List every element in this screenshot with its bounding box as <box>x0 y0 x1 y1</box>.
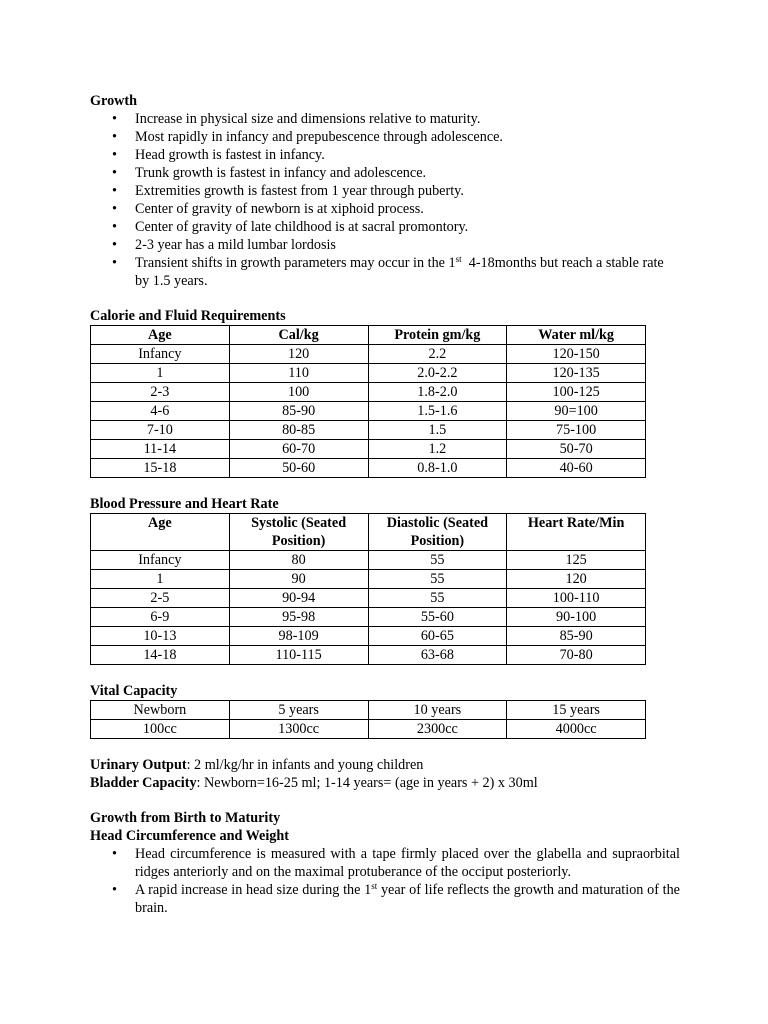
table-cell: 15 years <box>507 701 646 720</box>
table-cell: 125 <box>507 551 646 570</box>
table-cell: 100cc <box>91 720 230 739</box>
table-cell: 85-90 <box>229 402 368 421</box>
bullet-text: year of life reflects the growth and maturation of the brain. <box>135 882 680 916</box>
column-header: Protein gm/kg <box>368 326 507 345</box>
table-cell: 10-13 <box>91 627 230 646</box>
table-row <box>91 589 646 608</box>
column-header: Age <box>91 326 230 345</box>
growth-bullet: • 2-3 year has a mild lumbar lordosis <box>90 236 680 254</box>
table-cell: 60-70 <box>229 440 368 459</box>
bullet-text: Transient shifts in growth parameters may occur in the 1 <box>135 255 456 271</box>
table-row <box>91 646 646 665</box>
table-cell: 55 <box>368 570 507 589</box>
table-row <box>91 364 646 383</box>
table-cell: 1.2 <box>368 440 507 459</box>
table-row <box>91 383 646 402</box>
table-cell: 75-100 <box>507 421 646 440</box>
table-cell: 80 <box>229 551 368 570</box>
vital-capacity-table <box>90 700 646 739</box>
table-cell: 1 <box>91 570 230 589</box>
table-row <box>91 551 646 570</box>
table-header-row <box>91 514 646 551</box>
table-cell: 70-80 <box>507 646 646 665</box>
bladder-capacity-label: Bladder Capacity <box>90 775 197 791</box>
table-row <box>91 608 646 627</box>
table-cell: 1.5 <box>368 421 507 440</box>
table-cell: 55-60 <box>368 608 507 627</box>
growth-bullet: • Extremities growth is fastest from 1 year through puberty. <box>90 182 680 200</box>
table-cell: 2.0-2.2 <box>368 364 507 383</box>
table-cell: Newborn <box>91 701 230 720</box>
table-cell: 95-98 <box>229 608 368 627</box>
table-cell: 50-60 <box>229 459 368 478</box>
head-bullet-list <box>90 845 680 917</box>
column-header: Cal/kg <box>229 326 368 345</box>
growth-bullet: • Center of gravity of newborn is at xiphoid process. <box>90 200 680 218</box>
column-header: Heart Rate/Min <box>507 514 646 551</box>
bullet-text: A rapid increase in head size during the 1 <box>135 882 372 898</box>
table-row <box>91 402 646 421</box>
birth-maturity-heading: Growth from Birth to Maturity <box>90 810 281 826</box>
table-cell: 10 years <box>368 701 507 720</box>
table-cell: Infancy <box>91 345 230 364</box>
column-header: Systolic (Seated Position) <box>229 514 368 551</box>
table-cell: 60-65 <box>368 627 507 646</box>
table-cell: 2.2 <box>368 345 507 364</box>
column-header: Water ml/kg <box>507 326 646 345</box>
bp-heading: Blood Pressure and Heart Rate <box>90 496 279 512</box>
table-cell: 1300cc <box>229 720 368 739</box>
growth-bullet <box>90 254 680 290</box>
table-cell: 120 <box>229 345 368 364</box>
superscript: st <box>455 254 462 264</box>
table-cell: 120 <box>507 570 646 589</box>
table-cell: 100 <box>229 383 368 402</box>
growth-bullet: • Head growth is fastest in infancy. <box>90 146 680 164</box>
table-cell: 14-18 <box>91 646 230 665</box>
calorie-heading: Calorie and Fluid Requirements <box>90 308 286 324</box>
table-cell: 2-5 <box>91 589 230 608</box>
bladder-capacity-text: : Newborn=16-25 ml; 1-14 years= (age in years + 2) x 30ml <box>196 775 538 791</box>
table-row <box>91 720 646 739</box>
table-cell: 90-100 <box>507 608 646 627</box>
table-row <box>91 570 646 589</box>
table-cell: 1 <box>91 364 230 383</box>
table-row <box>91 459 646 478</box>
urinary-output-label: Urinary Output <box>90 757 187 773</box>
table-cell: 55 <box>368 589 507 608</box>
table-cell: 1.5-1.6 <box>368 402 507 421</box>
table-cell: 90 <box>229 570 368 589</box>
bullet-text: 4-18months but reach a stable rate by 1.5 years. <box>135 255 668 289</box>
table-cell: Infancy <box>91 551 230 570</box>
table-cell: 100-110 <box>507 589 646 608</box>
column-header: Age <box>91 514 230 551</box>
table-cell: 120-135 <box>507 364 646 383</box>
bladder-capacity-line <box>90 774 680 792</box>
head-bullet <box>90 881 680 917</box>
table-row <box>91 701 646 720</box>
table-cell: 100-125 <box>507 383 646 402</box>
superscript: st <box>371 881 378 891</box>
table-row <box>91 627 646 646</box>
table-cell: 6-9 <box>91 608 230 627</box>
table-cell: 2300cc <box>368 720 507 739</box>
table-cell: 85-90 <box>507 627 646 646</box>
table-header-row <box>91 326 646 345</box>
table-cell: 11-14 <box>91 440 230 459</box>
head-bullet: • Head circumference is measured with a tape firmly placed over the glabella and supraorbital ridges anteriorly and on the maximal protuberance of the occiput posteriorly. <box>90 845 680 881</box>
growth-bullet: • Increase in physical size and dimensions relative to maturity. <box>90 110 680 128</box>
growth-heading: Growth <box>90 93 138 109</box>
table-row <box>91 440 646 459</box>
table-cell: 55 <box>368 551 507 570</box>
table-cell: 90=100 <box>507 402 646 421</box>
table-cell: 40-60 <box>507 459 646 478</box>
document-page <box>90 92 680 917</box>
table-cell: 7-10 <box>91 421 230 440</box>
bp-table <box>90 513 646 665</box>
table-cell: 4-6 <box>91 402 230 421</box>
vital-capacity-heading: Vital Capacity <box>90 683 178 699</box>
table-cell: 50-70 <box>507 440 646 459</box>
table-cell: 90-94 <box>229 589 368 608</box>
growth-bullet: • Most rapidly in infancy and prepubescence through adolescence. <box>90 128 680 146</box>
growth-bullet-list <box>90 110 680 290</box>
table-cell: 110 <box>229 364 368 383</box>
head-circumference-heading: Head Circumference and Weight <box>90 828 290 844</box>
growth-bullet: • Center of gravity of late childhood is at sacral promontory. <box>90 218 680 236</box>
table-cell: 110-115 <box>229 646 368 665</box>
table-cell: 63-68 <box>368 646 507 665</box>
table-cell: 0.8-1.0 <box>368 459 507 478</box>
table-cell: 2-3 <box>91 383 230 402</box>
table-cell: 5 years <box>229 701 368 720</box>
urinary-output-line <box>90 756 680 774</box>
calorie-table <box>90 325 646 478</box>
table-cell: 80-85 <box>229 421 368 440</box>
column-header: Diastolic (Seated Position) <box>368 514 507 551</box>
table-row <box>91 345 646 364</box>
growth-bullet: • Trunk growth is fastest in infancy and adolescence. <box>90 164 680 182</box>
table-cell: 120-150 <box>507 345 646 364</box>
table-cell: 4000cc <box>507 720 646 739</box>
urinary-output-text: : 2 ml/kg/hr in infants and young children <box>186 757 424 773</box>
table-row <box>91 421 646 440</box>
table-cell: 15-18 <box>91 459 230 478</box>
table-cell: 98-109 <box>229 627 368 646</box>
table-cell: 1.8-2.0 <box>368 383 507 402</box>
